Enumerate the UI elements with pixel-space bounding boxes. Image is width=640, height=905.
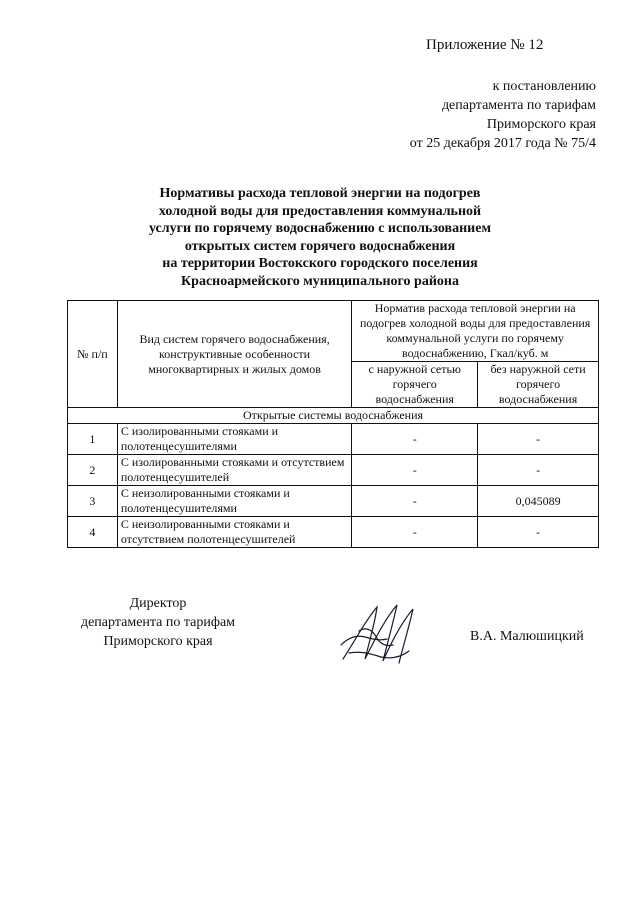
row-with-network: - <box>352 455 478 486</box>
row-without-network: - <box>478 424 599 455</box>
decree-reference <box>380 77 596 153</box>
row-without-network: - <box>478 455 599 486</box>
title-line: на территории Востокского городского поселения <box>162 256 478 272</box>
decree-line: от 25 декабря 2017 года № 75/4 <box>409 136 596 151</box>
table-header-row <box>68 301 599 362</box>
section-row <box>68 408 599 424</box>
title-line: холодной воды для предоставления коммунальной <box>158 203 482 219</box>
signatory-title-line: департамента по тарифам <box>80 615 236 630</box>
row-number: 4 <box>68 517 118 548</box>
row-type: С неизолированными стояками и отсутствием полотенцесушителей <box>117 517 351 548</box>
row-with-network: - <box>352 517 478 548</box>
handwritten-signature <box>335 601 425 669</box>
row-number: 3 <box>68 486 118 517</box>
row-without-network: 0,045089 <box>478 486 599 517</box>
row-with-network: - <box>352 424 478 455</box>
title-line: Красноармейского муниципального района <box>181 273 459 289</box>
signatory-name: В.А. Малюшицкий <box>470 629 584 644</box>
row-type: С неизолированными стояками и полотенцесушителями <box>117 486 351 517</box>
signatory-title-line: Директор <box>129 596 187 611</box>
header-with-network: с наружной сетью горячего водоснабжения <box>352 362 478 408</box>
norms-table <box>67 300 599 548</box>
header-number: № п/п <box>68 301 118 408</box>
signatory-title-line: Приморского края <box>103 634 213 649</box>
row-number: 1 <box>68 424 118 455</box>
header-system-type: Вид систем горячего водоснабжения, конструктивные особенности многоквартирных и жилых домов <box>117 301 351 408</box>
decree-line: Приморского края <box>486 117 596 132</box>
table-row <box>68 424 599 455</box>
row-without-network: - <box>478 517 599 548</box>
table-row <box>68 517 599 548</box>
section-title: Открытые системы водоснабжения <box>68 408 599 424</box>
decree-line: к постановлению <box>492 79 596 94</box>
row-type: С изолированными стояками и полотенцесушителями <box>117 424 351 455</box>
header-norm: Норматив расхода тепловой энергии на подогрев холодной воды для предоставления коммунальной услуги по горячему водоснабжению, Гкал/куб. м <box>352 301 599 362</box>
signatory-title <box>60 594 256 651</box>
title-line: услуги по горячему водоснабжению с использованием <box>148 221 491 237</box>
document-title <box>60 185 580 291</box>
table-row <box>68 455 599 486</box>
table-row <box>68 486 599 517</box>
row-type: С изолированными стояками и отсутствием полотенцесушителей <box>117 455 351 486</box>
header-without-network: без наружной сети горячего водоснабжения <box>478 362 599 408</box>
appendix-number: Приложение № 12 <box>426 37 544 53</box>
row-with-network: - <box>352 486 478 517</box>
row-number: 2 <box>68 455 118 486</box>
title-line: открытых систем горячего водоснабжения <box>184 238 456 254</box>
title-line: Нормативы расхода тепловой энергии на подогрев <box>159 186 481 201</box>
decree-line: департамента по тарифам <box>441 98 596 113</box>
